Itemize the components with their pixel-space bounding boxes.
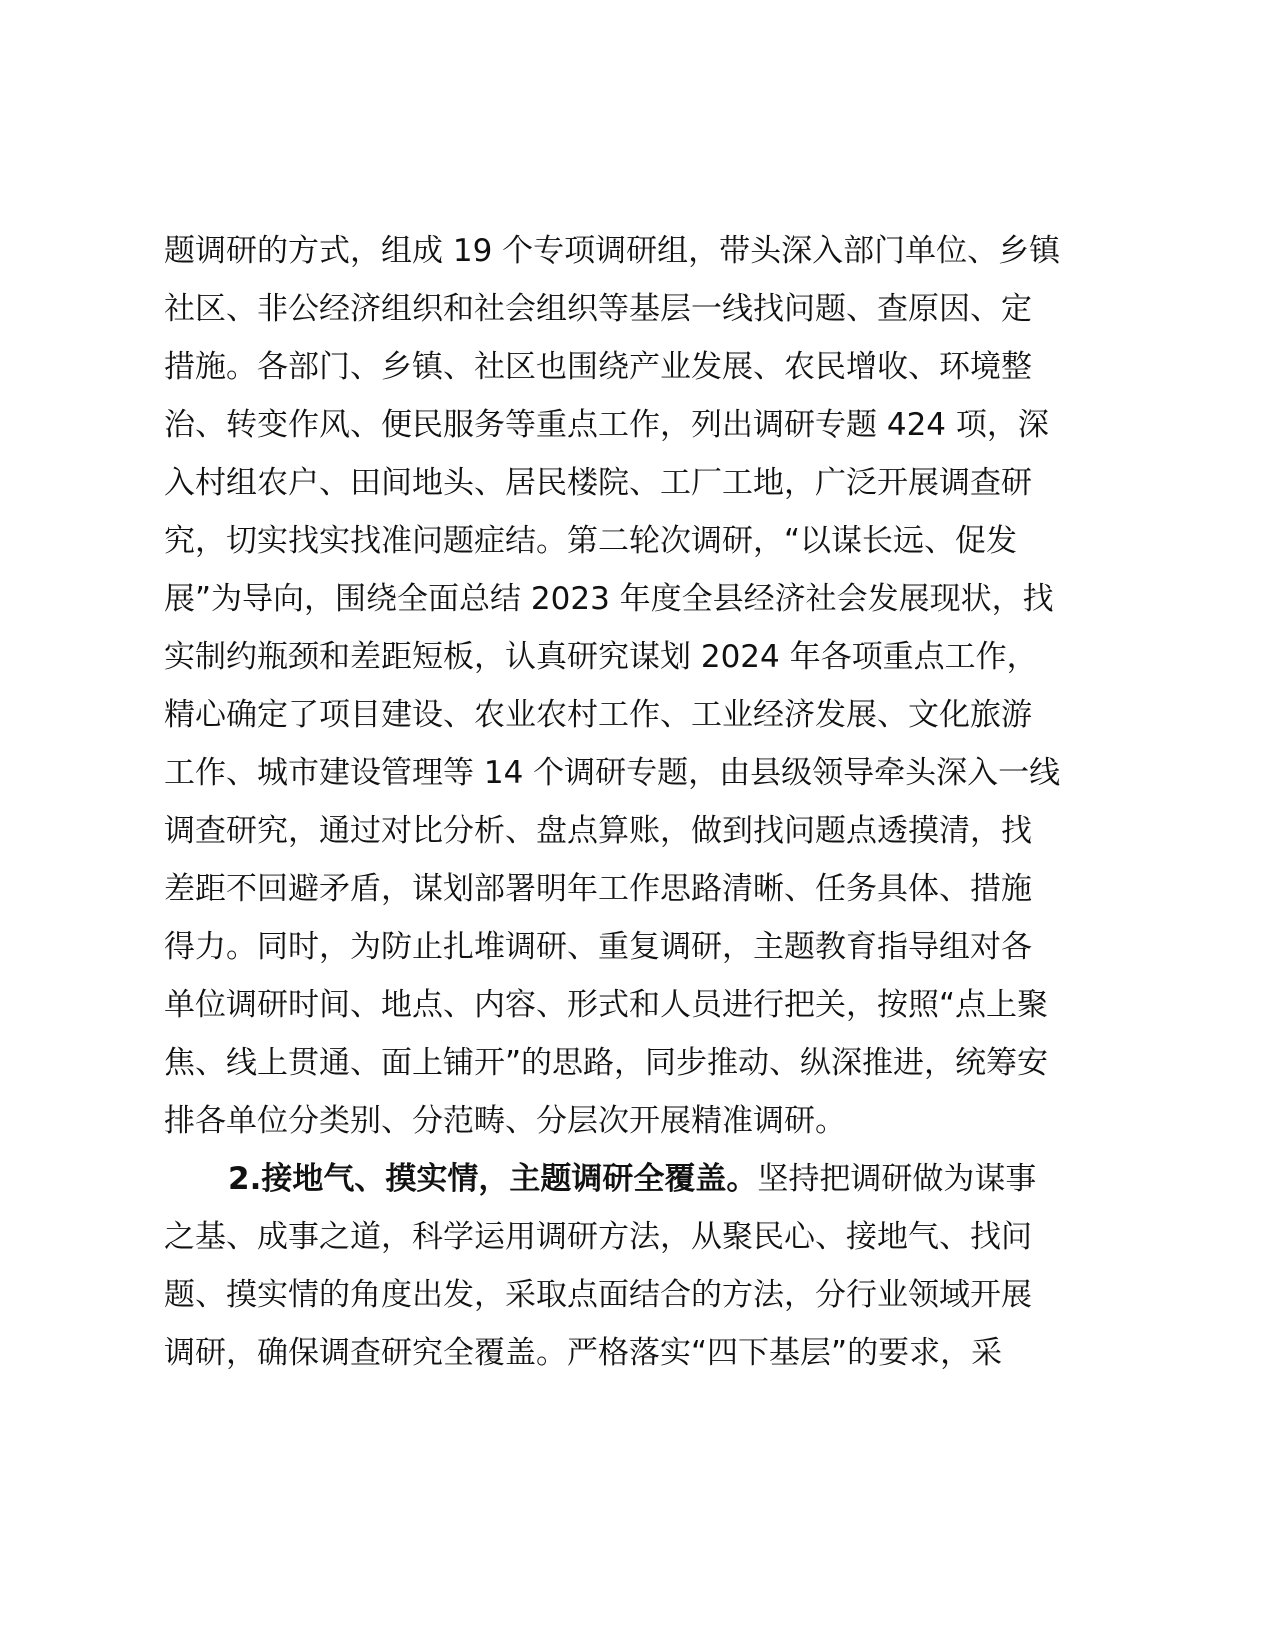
text-line: 差距不回避矛盾，谋划部署明年工作思路清晰、任务具体、措施 (164, 871, 1032, 907)
text-line: 社区、非公经济组织和社会组织等基层一线找问题、查原因、定 (164, 291, 1032, 327)
text-line: 之基、成事之道，科学运用调研方法，从聚民心、接地气、找问 (164, 1219, 1032, 1255)
text-line: 措施。各部门、乡镇、社区也围绕产业发展、农民增收、环境整 (164, 349, 1032, 385)
text-line: 焦、线上贯通、面上铺开”的思路，同步推动、纵深推进，统筹安 (164, 1045, 1049, 1081)
text-line: 得力。同时，为防止扎堆调研、重复调研，主题教育指导组对各 (164, 929, 1032, 965)
text-line: 精心确定了项目建设、农业农村工作、工业经济发展、文化旅游 (164, 697, 1032, 733)
text-line: 题、摸实情的角度出发，采取点面结合的方法，分行业领域开展 (164, 1277, 1032, 1313)
body-text (164, 222, 1124, 1382)
section-heading: 2.接地气、摸实情，主题调研全覆盖。 (228, 1161, 758, 1197)
text-line: 排各单位分类别、分范畴、分层次开展精准调研。 (164, 1103, 846, 1139)
text-line: 实制约瓶颈和差距短板，认真研究谋划 2024 年各项重点工作， (164, 639, 1038, 675)
paragraph-2-first-line (164, 1150, 1124, 1208)
text-line: 调查研究，通过对比分析、盘点算账，做到找问题点透摸清，找 (164, 813, 1032, 849)
text-line: 调研，确保调查研究全覆盖。严格落实“四下基层”的要求，采 (164, 1335, 1003, 1371)
text-line: 究，切实找实找准问题症结。第二轮次调研，“以谋长远、促发 (164, 523, 1018, 559)
text-line: 题调研的方式，组成 19 个专项调研组，带头深入部门单位、乡镇 (164, 233, 1061, 269)
text-line: 展”为导向，围绕全面总结 2023 年度全县经济社会发展现状，找 (164, 581, 1054, 617)
text-line: 单位调研时间、地点、内容、形式和人员进行把关，按照“点上聚 (164, 987, 1049, 1023)
text-line: 治、转变作风、便民服务等重点工作，列出调研专题 424 项，深 (164, 407, 1049, 443)
text-line: 工作、城市建设管理等 14 个调研专题，由县级领导牵头深入一线 (164, 755, 1061, 791)
text-span: 坚持把调研做为谋事 (757, 1161, 1037, 1197)
text-line: 入村组农户、田间地头、居民楼院、工厂工地，广泛开展调查研 (164, 465, 1032, 501)
